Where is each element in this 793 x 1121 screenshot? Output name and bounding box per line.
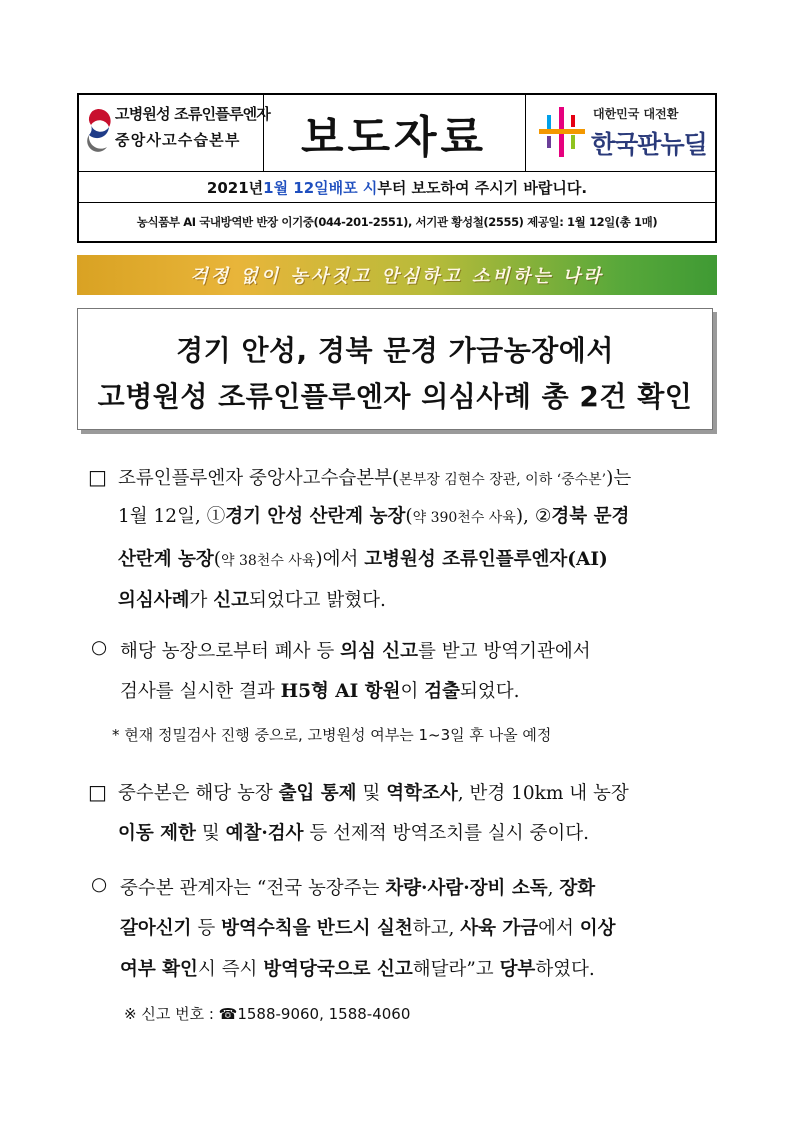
newdeal-star-icon [537,105,587,163]
text-span: H5형 AI 항원 [280,681,401,702]
text-span: 갈아신기 [120,918,192,939]
section2-sub-line2 [120,914,616,940]
text-span: 등 [191,918,222,939]
text-span: 방역수칙을 반드시 실천 [221,918,413,939]
text-span: 중수본은 해당 농장 [118,783,279,804]
text-span: , [547,878,560,899]
text-span: ), ② [515,506,552,527]
section1-sub-line1 [120,637,591,663]
release-instruction: 부터 보도하여 주시기 바랍니다. [377,178,588,197]
release-type: 배포 시 [328,178,378,197]
text-span: )는 [606,468,632,489]
text-span: 에서 [538,918,580,939]
release-time-row [79,172,715,203]
section1-line4 [118,586,386,612]
release-date: 1월 12일 [263,178,329,197]
text-span: 예찰·검사 [225,823,304,844]
sub-bullet: ○ [91,637,108,658]
text-span: 당부 [499,959,536,980]
section-bullet: □ [88,780,107,804]
text-span: 사육 가금 [460,918,539,939]
text-span: 이 [400,681,425,702]
text-span: 여부 확인 [120,959,198,980]
text-span: 및 [195,823,226,844]
org-name-line1: 고병원성 조류인플루엔자 [115,105,271,123]
text-span: 되었다. [460,681,520,702]
document-title: 보도자료 [300,112,487,163]
title-cell [263,95,526,171]
newdeal-slogan: 대한민국 대전환 [593,107,679,121]
text-span: 역학조사 [386,783,458,804]
text-span: 검출 [424,681,460,702]
text-span: 시 즉시 [197,959,264,980]
text-span: , 반경 10km 내 농장 [457,783,629,804]
contact-row: 농식품부 AI 국내방역반 반장 이기중(044-201-2551), 서기관 황성철(2555) 제공일: 1월 12일(총 1매) [136,215,658,229]
header-top-row [79,95,715,172]
slogan-banner [77,255,717,295]
release-year: 2021년 [206,178,264,197]
text-span: 이동 제한 [118,823,196,844]
org-name-line2: 중앙사고수습본부 [115,131,241,149]
headline-line1: 경기 안성, 경북 문경 가금농장에서 [176,334,614,367]
newdeal-logo-cell [525,95,715,171]
text-span: 약 390천수 사육 [412,510,516,526]
headline-line2: 고병원성 조류인플루엔자 의심사례 총 2건 확인 [97,380,693,413]
text-span: 조류인플루엔자 중앙사고수습본부( [118,468,400,489]
text-span: 하였다. [535,959,595,980]
section2-sub-line1 [120,874,595,900]
section2-line2 [118,819,589,845]
text-span: 되었다고 밝혔다. [249,590,386,611]
text-span: ( [405,506,413,527]
press-header-table [77,93,717,243]
text-span: 경북 문경 [551,506,630,527]
headline-box [77,308,713,430]
text-span: 산란계 농장 [118,549,214,570]
text-span: 약 38천수 사육 [221,553,316,569]
section1-line3 [118,545,608,571]
section1-line1 [118,464,631,490]
text-span: 해달라”고 [412,959,500,980]
text-span: 검사를 실시한 결과 [120,681,281,702]
section1-sub-line2 [120,677,520,703]
text-span: 장화 [559,878,596,899]
hq-logo-cell [79,95,271,171]
text-span: 해당 농장으로부터 폐사 등 [120,641,341,662]
text-span: 중수본 관계자는 “전국 농장주는 [120,878,386,899]
text-span: ( [213,549,222,570]
text-span: 방역당국으로 신고 [263,959,413,980]
section2-line1 [118,779,629,805]
newdeal-name: 한국판뉴딜 [591,130,707,159]
section2-sub-line3 [120,955,595,981]
text-span: 가 [189,590,214,611]
taegeuk-emblem-icon [83,103,113,167]
text-span: 의심 신고 [340,641,419,662]
footnote: * 현재 정밀검사 진행 중으로, 고병원성 여부는 1~3일 후 나올 예정 [112,726,552,744]
section1-line2 [118,502,629,528]
text-span: 등 선제적 방역조치를 실시 중이다. [303,823,589,844]
text-span: 출입 통제 [278,783,357,804]
banner-slogan: 걱정 없이 농사짓고 안심하고 소비하는 나라 [190,266,604,287]
text-span: 및 [356,783,387,804]
text-span: 본부장 김현수 장관, 이하 ‘중수본’ [399,472,607,488]
text-span: 1월 12일, ① [118,506,226,527]
text-span: 신고 [213,590,249,611]
hotline-numbers: ※ 신고 번호 : ☎1588-9060, 1588-4060 [124,1005,411,1023]
text-span: 차량·사람·장비 소독 [385,878,548,899]
text-span: 의심사례 [118,590,190,611]
text-span: 하고, [412,918,461,939]
section-bullet: □ [88,465,107,489]
text-span: 이상 [579,918,616,939]
text-span: 경기 안성 산란계 농장 [225,506,406,527]
text-span: 고병원성 조류인플루엔자(AI) [364,549,608,570]
text-span: )에서 [315,549,365,570]
text-span: 를 받고 방역기관에서 [418,641,591,662]
sub-bullet: ○ [91,874,108,895]
